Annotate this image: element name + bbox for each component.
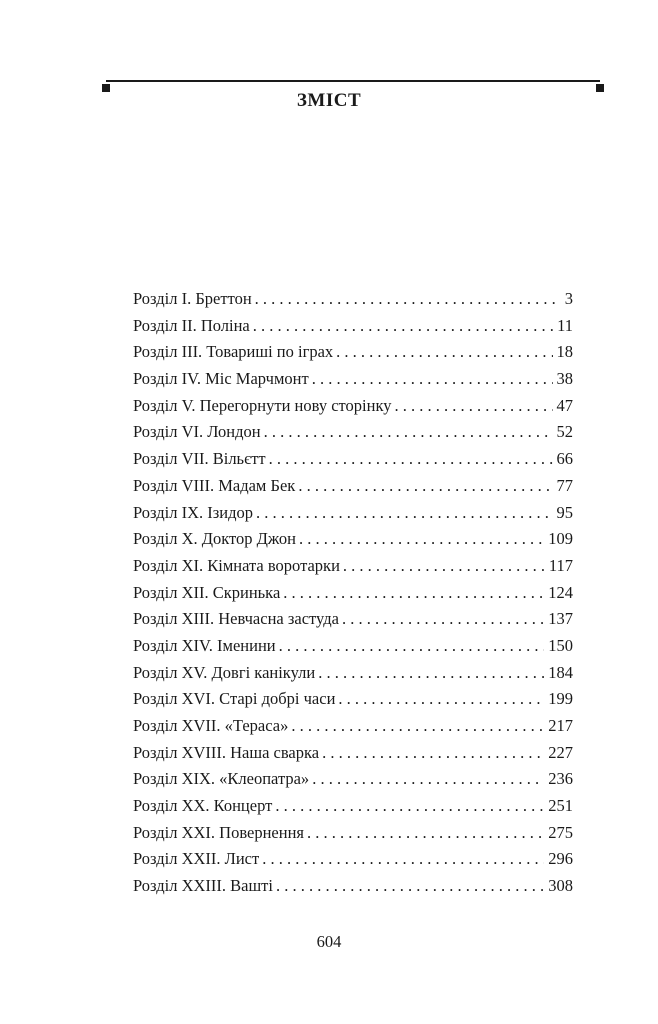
toc-entry-label: Розділ II. Поліна (133, 315, 250, 335)
toc-entry-page: 296 (548, 849, 573, 869)
toc-entry-label: Розділ IX. Ізидор (133, 502, 253, 522)
toc-entry-label: Розділ XVI. Старі добрі часи (133, 689, 336, 709)
toc-dot-leader (283, 580, 544, 607)
toc-entry-13[interactable] (133, 606, 573, 633)
toc-entry-page: 38 (556, 369, 573, 389)
toc-entry-label: Розділ I. Бреттон (133, 289, 252, 308)
toc-entry-label: Розділ VIII. Мадам Бек (133, 475, 296, 495)
toc-entry-label: Розділ VII. Вільєтт (133, 449, 266, 469)
toc-entry-label: Розділ XVII. «Тераса» (133, 716, 289, 735)
toc-entry-page: 217 (548, 716, 573, 735)
toc-dot-leader (338, 686, 544, 713)
toc-dot-leader (276, 873, 544, 900)
toc-dot-leader (394, 393, 552, 420)
toc-entry-2[interactable] (133, 313, 573, 340)
toc-entry-label: Розділ XXIII. Ваштi (133, 876, 273, 896)
toc-entry-label: Розділ IV. Міс Марчмонт (133, 369, 309, 389)
toc-entry-page: 150 (548, 635, 573, 655)
toc-entry-label: Розділ XXI. Повернення (133, 822, 304, 842)
toc-dot-leader (264, 419, 553, 446)
toc-dot-leader (275, 793, 544, 820)
toc-entry-23[interactable] (133, 873, 573, 900)
toc-entry-page: 52 (556, 422, 573, 442)
toc-entry-label: Розділ XX. Концерт (133, 796, 273, 816)
toc-dot-leader (318, 660, 544, 687)
toc-entry-page: 184 (548, 662, 573, 682)
toc-entry-page: 109 (548, 529, 573, 549)
toc-entry-page: 11 (557, 315, 573, 335)
toc-entry-label: Розділ XIII. Невчасна застуда (133, 609, 339, 629)
toc-entry-page: 236 (548, 769, 573, 789)
toc-entry-6[interactable] (133, 419, 573, 446)
toc-dot-leader (342, 606, 544, 633)
toc-entry-21[interactable] (133, 820, 573, 847)
toc-entry-page: 95 (556, 502, 573, 522)
toc-entry-label: Розділ XIX. «Клеопатра» (133, 769, 310, 789)
toc-entry-label: Розділ XI. Кімната воротарки (133, 555, 340, 575)
toc-dot-leader (312, 766, 544, 793)
toc-dot-leader (253, 313, 553, 340)
toc-entry-page: 137 (548, 609, 573, 629)
toc-entry-7[interactable] (133, 446, 573, 473)
toc-dot-leader (256, 500, 553, 527)
toc-entry-page: 117 (548, 555, 573, 575)
toc-dot-leader (291, 713, 544, 740)
toc-entry-label: Розділ XII. Скринька (133, 582, 281, 602)
page-number: 604 (316, 932, 342, 951)
toc-entry-label: Розділ X. Доктор Джон (133, 529, 296, 549)
toc-dot-leader (299, 526, 544, 553)
toc-entry-page: 308 (548, 876, 573, 896)
toc-entry-page: 199 (548, 689, 573, 709)
toc-entry-18[interactable] (133, 740, 573, 767)
toc-entry-label: Розділ XV. Довгі канікули (133, 662, 316, 682)
table-of-contents (133, 286, 573, 900)
toc-entry-page: 66 (556, 449, 573, 469)
top-rule (106, 80, 600, 82)
toc-entry-label: Розділ V. Перегорнути нову сторінку (133, 395, 392, 415)
toc-entry-5[interactable] (133, 393, 573, 420)
toc-entry-20[interactable] (133, 793, 573, 820)
page-title: ЗМІСТ (296, 90, 362, 111)
toc-entry-9[interactable] (133, 500, 573, 527)
toc-entry-label: Розділ XVIII. Наша сварка (133, 742, 320, 762)
toc-dot-leader (312, 366, 553, 393)
toc-entry-17[interactable] (133, 713, 573, 740)
toc-entry-4[interactable] (133, 366, 573, 393)
toc-entry-22[interactable] (133, 846, 573, 873)
toc-entry-page: 18 (556, 342, 573, 362)
toc-entry-label: Розділ III. Товариші по іграх (133, 342, 334, 362)
toc-entry-label: Розділ XIV. Іменини (133, 635, 276, 655)
toc-dot-leader (269, 446, 553, 473)
toc-entry-label: Розділ VI. Лондон (133, 422, 261, 442)
toc-dot-leader (255, 286, 561, 313)
toc-entry-page: 3 (564, 289, 573, 308)
toc-dot-leader (298, 473, 552, 500)
toc-entry-page: 275 (548, 822, 573, 842)
toc-dot-leader (322, 740, 544, 767)
toc-entry-page: 47 (556, 395, 573, 415)
toc-entry-14[interactable] (133, 633, 573, 660)
toc-entry-label: Розділ XXII. Лист (133, 849, 260, 869)
toc-entry-page: 251 (548, 796, 573, 816)
toc-entry-1[interactable] (133, 286, 573, 313)
toc-dot-leader (343, 553, 545, 580)
toc-entry-10[interactable] (133, 526, 573, 553)
toc-entry-3[interactable] (133, 339, 573, 366)
toc-entry-11[interactable] (133, 553, 573, 580)
toc-entry-19[interactable] (133, 766, 573, 793)
toc-entry-page: 77 (556, 475, 573, 495)
toc-dot-leader (262, 846, 544, 873)
toc-entry-page: 227 (548, 742, 573, 762)
toc-entry-15[interactable] (133, 660, 573, 687)
toc-entry-8[interactable] (133, 473, 573, 500)
toc-entry-12[interactable] (133, 580, 573, 607)
toc-dot-leader (279, 633, 545, 660)
toc-entry-16[interactable] (133, 686, 573, 713)
toc-dot-leader (307, 820, 544, 847)
toc-entry-page: 124 (548, 582, 573, 602)
toc-dot-leader (336, 339, 552, 366)
